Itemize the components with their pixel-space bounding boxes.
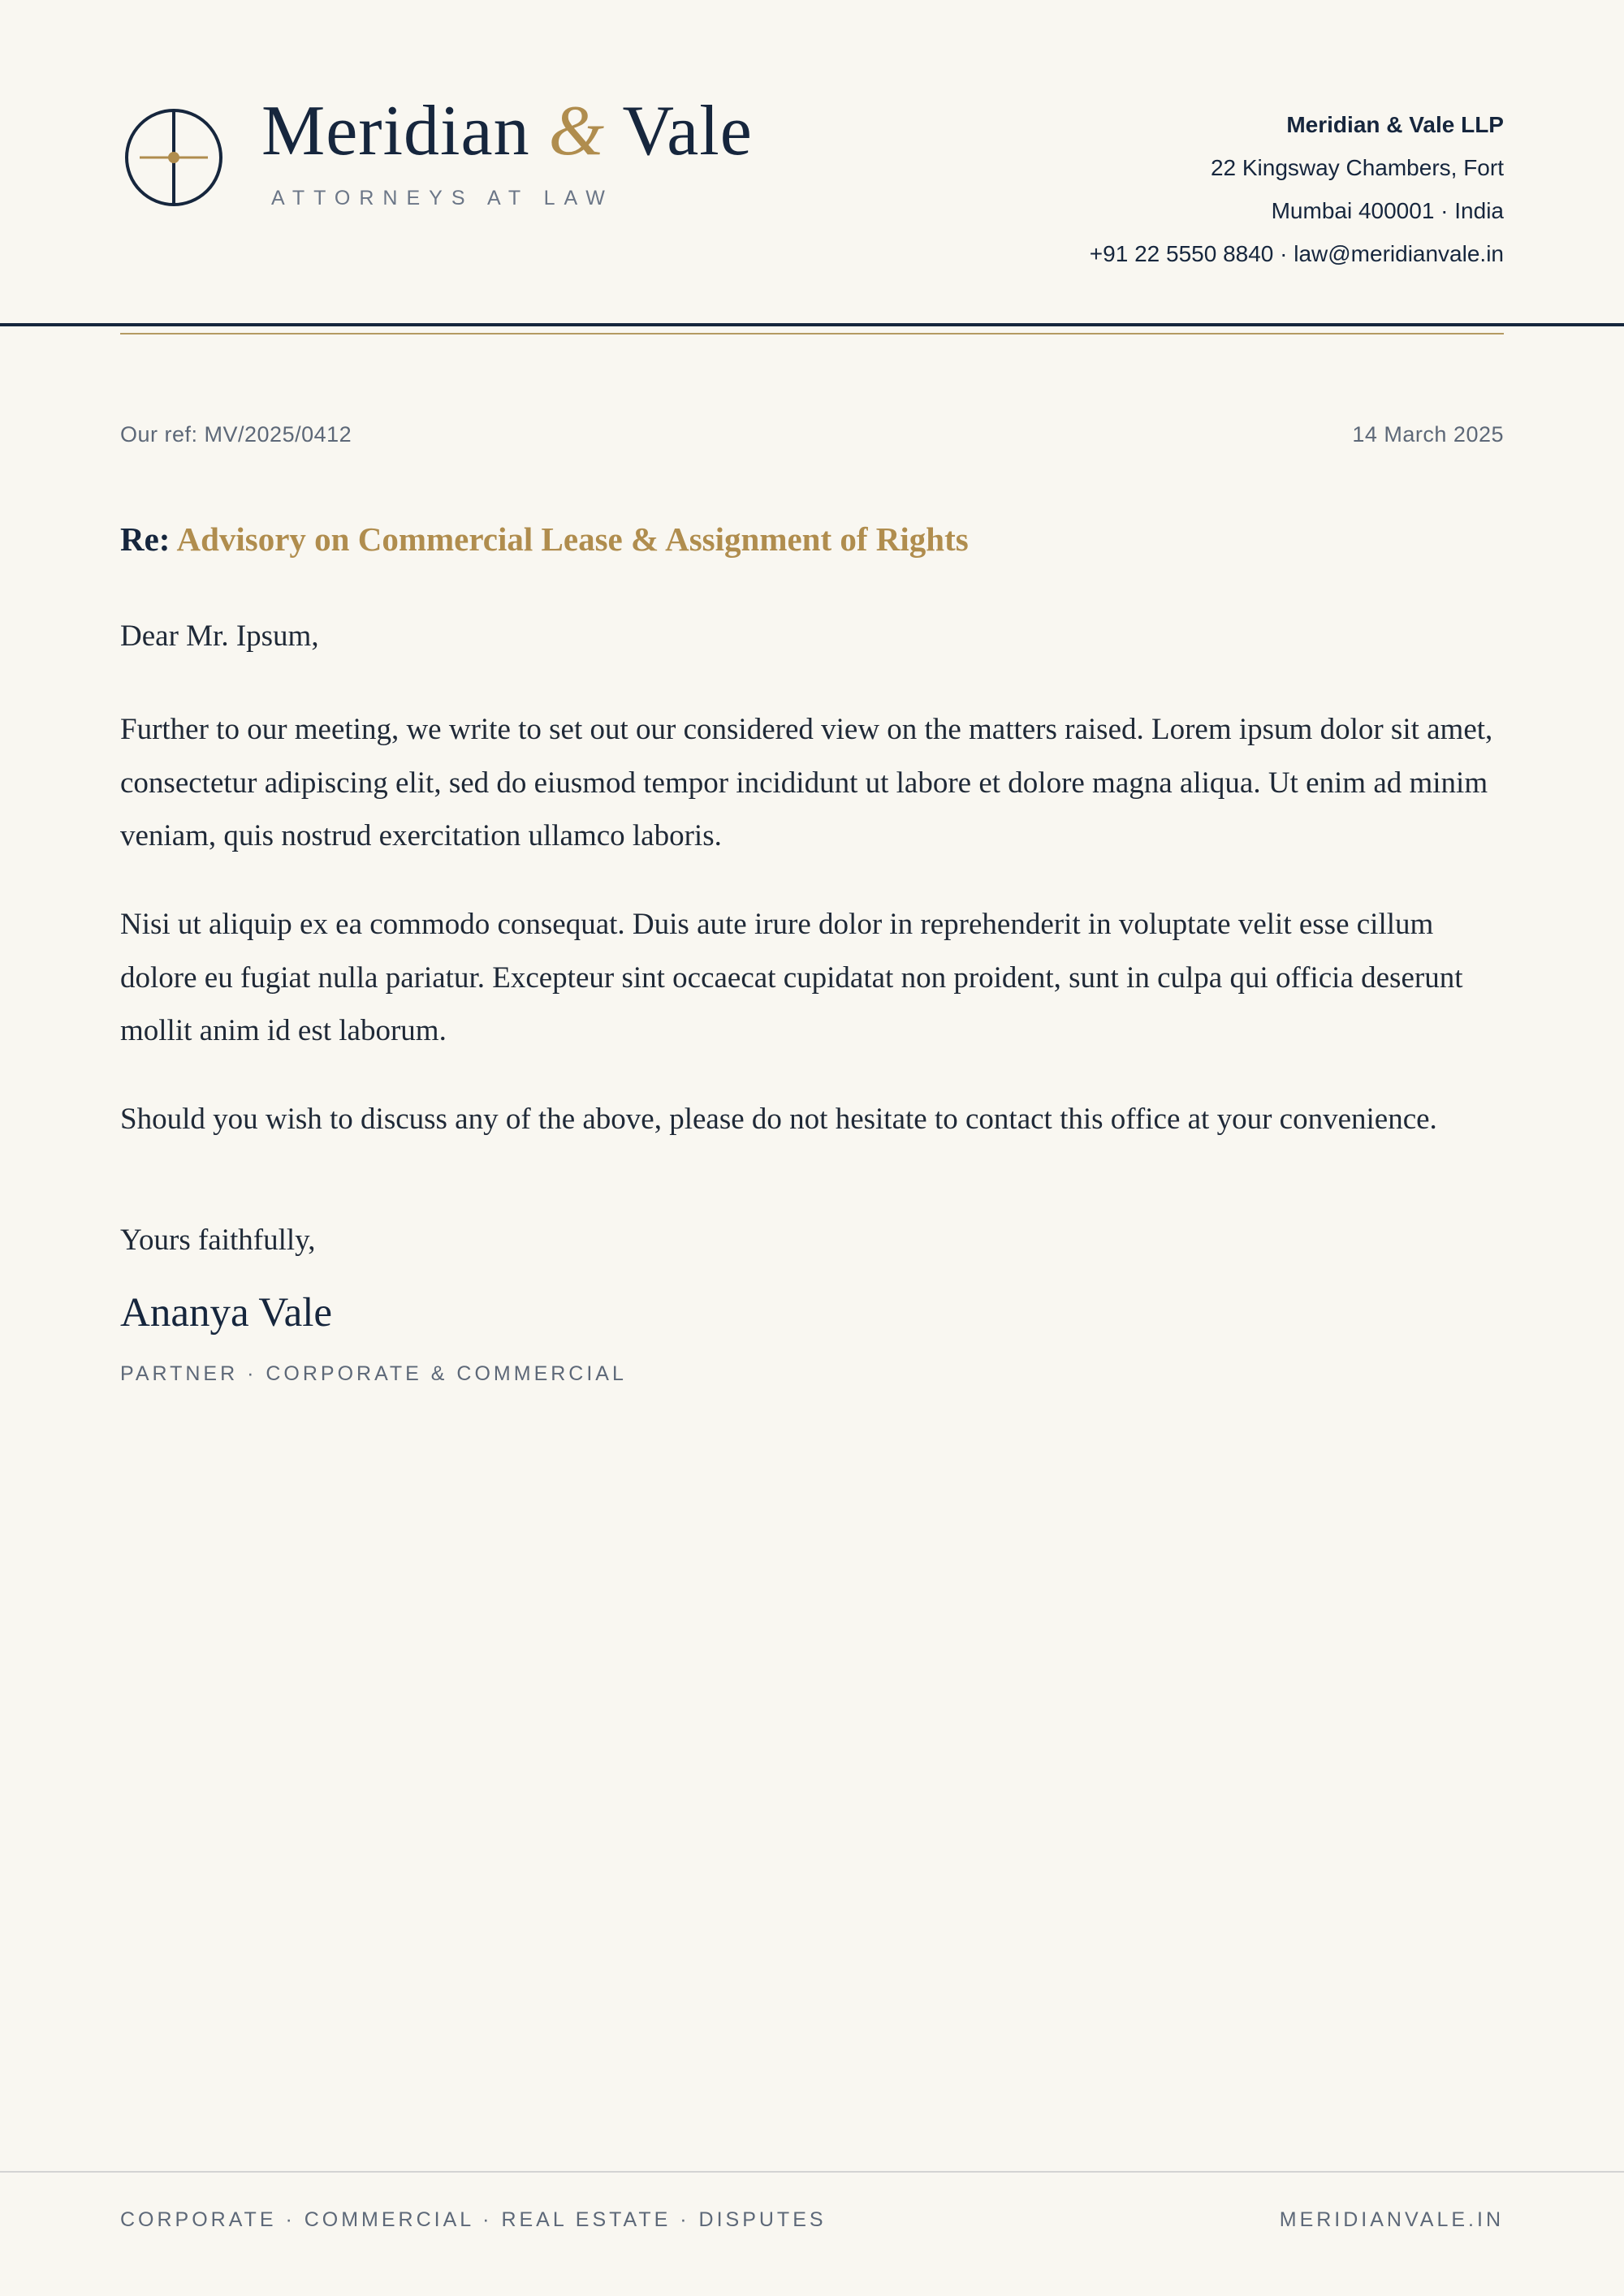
brand-name-part2: Vale xyxy=(622,92,753,170)
footer-website: MERIDIANVALE.IN xyxy=(1279,2208,1504,2231)
firm-name: Meridian & Vale LLP xyxy=(1286,112,1504,137)
reference-number: Our ref: MV/2025/0412 xyxy=(120,422,352,447)
subject-line xyxy=(120,520,969,559)
body-paragraph-3: Should you wish to discuss any of the above, please do not hesitate to contact this office at your convenience. xyxy=(120,1103,1437,1136)
header-divider-gold xyxy=(120,333,1504,334)
header-divider-dark xyxy=(0,323,1624,326)
brand-name-part1: Meridian xyxy=(261,92,530,170)
brand-wordmark xyxy=(261,92,753,170)
contact-line: +91 22 5550 8840 · law@meridianvale.in xyxy=(1089,241,1504,266)
address-line-1: 22 Kingsway Chambers, Fort xyxy=(1210,155,1504,180)
signatory-title: PARTNER · CORPORATE & COMMERCIAL xyxy=(120,1362,627,1385)
subject-text: Advisory on Commercial Lease & Assignment of Rights xyxy=(176,520,969,558)
body-paragraph-1: Further to our meeting, we write to set out our considered view on the matters raised. Lorem ipsum dolor sit amet, consectetur adipiscing elit, sed do eiusmod tempor incididunt ut labore et dolore magna aliqua. Ut enim ad minim veniam, quis nostrud exercitation ullamco laboris. xyxy=(120,713,1493,852)
brand-ampersand: & xyxy=(548,92,606,170)
compass-crosshair-icon xyxy=(123,107,224,208)
footer-practice-areas: CORPORATE · COMMERCIAL · REAL ESTATE · DISPUTES xyxy=(120,2208,827,2231)
subject-prefix: Re: xyxy=(120,520,171,558)
signatory-name: Ananya Vale xyxy=(120,1290,333,1336)
firm-contact-block xyxy=(1090,109,1504,281)
address-line-2: Mumbai 400001 · India xyxy=(1271,198,1504,223)
footer-divider xyxy=(0,2171,1624,2173)
letter-date: 14 March 2025 xyxy=(1352,422,1504,447)
brand-tagline: ATTORNEYS AT LAW xyxy=(271,187,614,209)
closing-phrase: Yours faithfully, xyxy=(120,1224,316,1257)
salutation: Dear Mr. Ipsum, xyxy=(120,619,319,653)
body-paragraph-2: Nisi ut aliquip ex ea commodo consequat. Duis aute irure dolor in reprehenderit in voluptate velit esse cillum dolore eu fugiat nulla pariatur. Excepteur sint occaecat cupidatat non proident, sunt in culpa qui officia deserunt mollit anim id est laborum. xyxy=(120,908,1463,1047)
